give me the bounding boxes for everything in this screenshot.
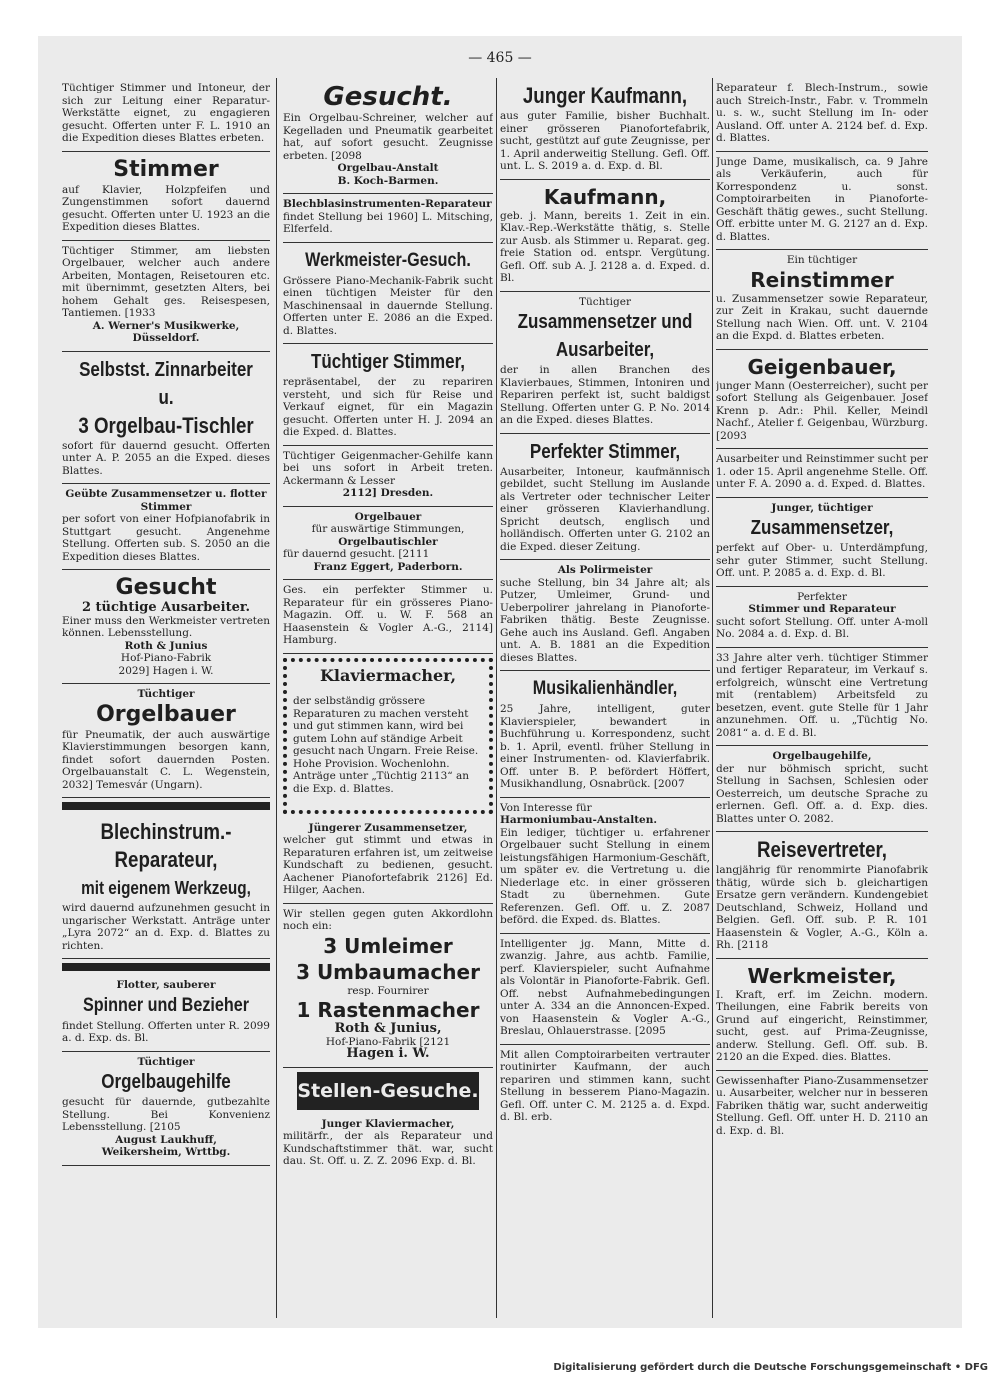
ad-headline: Werkmeister,: [747, 963, 897, 988]
ad-line: 3 Umbaumacher: [296, 959, 480, 984]
ad-headline: Harmoniumbau-Anstalten.: [500, 814, 658, 826]
ad-signature: Hof-Piano-Fabrik: [120, 652, 212, 664]
ad-text: 33 Jahre alter verh. tüchtiger Stimmer und fertiger Reparateur, im Verkauf s. erfolgreich, wünscht eine Vertretung mit (rentablem) Arbeitsfeld zu besetzen, event. gute Stelle für 1 Jahr anzunehmen. Off. u. „Tüchtig No. 2081“ a. d. E d. Bl.: [716, 651, 928, 739]
ad-headline: Gesucht: [115, 575, 217, 600]
ad-signature: Düsseldorf.: [132, 332, 200, 344]
ad-preheadline: Tüchtiger: [579, 295, 631, 308]
ad-text: der selbständig grössere Reparaturen zu machen versteht und gut stimmen kann, wird bei gutem Lohn auf ständige Arbeit gesucht nach Ungarn. Freie Reise. Hohe Provision. Wochenlohn. Anträge unter „Tüchtig 2113“ an die Exp. d. Blattes.: [293, 695, 479, 795]
ad-headline: Blechinstrum.-: [100, 819, 232, 844]
ad-preheadline: Von Interesse für: [500, 801, 592, 814]
ad-headline: mit eigenem Werkzeug,: [81, 878, 251, 898]
ad-text: Tüchtiger Stimmer und Intoneur, der sich zur Leitung einer Reparatur-Werkstätte eignet, zu engagieren gesucht. Offerten unter F. L. 1910 an die Expedition dieses Blattes erbeten.: [62, 82, 270, 144]
ad-text: u. Zusammensetzer sowie Reparateur, zur Zeit in Krakau, sucht dauernde Stellung nach Wien. Off. unt. V. 2104 an die Expd. d. Blattes erbeten.: [716, 292, 928, 342]
ad-text: Tüchtiger Geigenmacher-Gehilfe kann bei uns sofort in Arbeit treten. Ackermann & Lesser: [283, 449, 493, 487]
ad-headline: Jüngerer Zusammensetzer,: [308, 821, 468, 834]
ad-headline: Als Polirmeister: [557, 564, 653, 576]
ad-text: geb. j. Mann, bereits 1. Zeit in ein. Klav.-Rep.-Werkstätte thätig, s. Stelle zur Ausb. als Stimmer u. Reparat. geg. freie Station od. entspr. Vergütung. Gefl. Off. sub A. J. 2128 a. d. Exped. d. Bl.: [500, 209, 710, 284]
ad-gesucht-ausarbeiter: [62, 570, 270, 684]
ad-text: welcher gut stimmt und etwas in Reparaturen erfahren ist, um zeitweise Kundschaft zu bedienen, gesucht. Aachener Pianofortefabrik 2126] Ed. Hilger, Aachen.: [283, 834, 493, 896]
ad-text: Ein lediger, tüchtiger u. erfahrener Orgelbauer sucht Stellung in einem leistungsfähigen Harmonium-Geschäft, um später ev. die Vertretung u. die Niederlage etc. in einer grösseren Stadt zu übernehmen. Gute Referenzen. Gefl. Off. u. Z. 2087 beförd. die Exped. ds. Blattes.: [500, 826, 710, 926]
ad-headline: Orgelbauer: [354, 510, 422, 523]
ad-werner: [62, 241, 270, 352]
ad-text: Gewissenhafter Piano-Zusammensetzer u. Ausarbeiter, welcher nur in besseren Fabriken thätig war, sucht anderweitig Stellung. Gefl. Off. unter H. D. 2110 an d. Exp. d. Bl.: [716, 1074, 928, 1137]
ad-orgelbaugehilfe: [62, 1052, 270, 1166]
ad-text: militärfr., der als Reparateur und Kundschaftstimmer thät. war, sucht dau. St. Off. u. Z. Z. 2096 Exp. d. Bl.: [283, 1130, 493, 1167]
ad-text: Junge Dame, musikalisch, ca. 9 Jahre als Verkäuferin, auch für Korrespondenz u. sonst. Comptoirarbeiten in Pianoforte-Geschäft thätig gewes., sucht Stellung. Off. erbitte unter M. G. 2127 an d. Exp. d. Blattes.: [716, 155, 928, 243]
ad-headline: Zusammensetzer und: [517, 311, 693, 333]
ad-headline: Junger Kaufmann,: [522, 83, 688, 108]
ad-text: sofort für dauernd gesucht. Offerten unter A. P. 2055 an die Exped. dieses Blattes.: [62, 439, 270, 477]
ad-headline: Selbstst. Zinnarbeiter u.: [79, 358, 253, 409]
ad-comptoir-kaufmann: [500, 1045, 710, 1130]
ad-subheadline: für auswärtige Stimmungen,: [311, 523, 465, 535]
ad-headline: Kaufmann,: [543, 184, 667, 209]
ad-text: Ein Orgelbau-Schreiner, welcher auf Kegelladen und Pneumatik gearbeitet hat, auf sofort gesucht. Zeugnisse erbeten. [2098: [283, 112, 493, 162]
ad-signature: 2029] Hagen i. W.: [118, 664, 214, 677]
ad-signature: 2112] Dresden.: [342, 487, 434, 499]
ad-text: auf Klavier, Holzpfeifen und Zungenstimmen sofort dauernd gesucht. Offerten unter U. 1923 an die Expedition dieses Blattes.: [62, 183, 270, 233]
column-rule: [496, 78, 497, 1318]
ad-headline: Orgelbautischler: [338, 535, 438, 548]
ad-musikalienhaendler: [500, 671, 710, 798]
ad-text: findet Stellung. Offerten unter R. 2099 a. d. Exp. ds. Bl.: [62, 1019, 270, 1044]
ad-reinstimmer: [716, 250, 928, 350]
ad-headline: Werkmeister-Gesuch.: [305, 249, 471, 271]
ad-signature: B. Koch-Barmen.: [337, 174, 439, 187]
page-number: — 465 —: [468, 50, 532, 66]
ad-polirmeister: [500, 560, 710, 671]
ad-headline: Blechblasinstrumenten-Reparateur: [283, 198, 492, 210]
column-1: [62, 78, 270, 1318]
ad-33-jahre: [716, 648, 928, 747]
ad-text: findet Stellung bei 1960] L. Mitsching, Elferfeld.: [283, 210, 493, 235]
ad-headline: Reparateur,: [114, 847, 218, 872]
column-2: [283, 78, 493, 1318]
ad-headline: Reisevertreter,: [757, 837, 887, 862]
ad-text: repräsentabel, der zu repariren versteht, und sich für Reise und Verkauf eignet, für ein Magazin gesucht. Offerten unter H. J. 2094 an die Exped. d. Blattes.: [283, 376, 493, 438]
ad-signature: A. Werner's Musikwerke,: [92, 319, 240, 332]
stellen-gesuche-banner: Stellen-Gesuche.: [297, 1072, 479, 1110]
column-3: [500, 78, 710, 1318]
ad-text: suche Stellung, bin 34 Jahre alt; als Putzer, Umleimer, Grund- und Ueberpolirer jahrelang in Pianoforte-Fabriken thätig. Beste Zeugnisse. Gehe auch ins Ausland. Gefl. Angaben unt. A. B. 1881 an die Expedition dieses Blattes.: [500, 576, 710, 664]
ad-text: Mit allen Comptoirarbeiten vertrauter routinirter Kaufmann, der auch repariren und stimmen kann, sucht Stellung in besserem Piano-Magazin. Gefl. Off. unter C. M. 2125 a. d. Expd. d. Bl. erb.: [500, 1048, 710, 1123]
ad-headline: Perfekter Stimmer,: [529, 440, 681, 463]
ad-headline: Ausarbeiter,: [555, 339, 655, 361]
ad-tuechtiger-stimmer: [283, 344, 493, 446]
ad-junge-dame: [716, 152, 928, 251]
ad-orgelbaugehilfe-boehmisch: [716, 746, 928, 832]
ad-headline: Orgelbauer: [96, 701, 236, 727]
ad-text: wird dauernd aufzunehmen gesucht in ungarischer Werkstatt. Anträge unter „Lyra 2072“ an d. Exp. d. Blattes zu richten.: [62, 902, 270, 952]
ad-piano-zusammensetzer: [716, 1071, 928, 1144]
ad-signature: August Laukhuff,: [115, 1133, 217, 1146]
ad-signature: Orgelbau-Anstalt: [337, 162, 439, 174]
ad-preheadline: Tüchtiger: [137, 1055, 195, 1068]
ad-text: Ausarbeiter und Reinstimmer sucht per 1. oder 15. April angenehme Stelle. Off. unter F. A. 2090 a. d. Exped. d. Blattes.: [716, 453, 928, 490]
ad-ausarbeiter-reinstimmer: [716, 449, 928, 498]
ad-blechblas: [283, 194, 493, 243]
ad-text: Intelligenter jg. Mann, Mitte d. zwanzig. Jahre, aus achtb. Familie, perf. Klavierspieler, sucht Aufnahme als Volontär in Pianoforte-Fabrik. Gefl. Off. nebst Aufnahmebedingungen unter A. 334 an die Annoncen-Exped. von Haasenstein & Vogler A.-G., Breslau, Ohlauerstrasse. [2095: [500, 937, 710, 1037]
ad-klaviermacher-box: [283, 658, 493, 814]
ad-juengerer: [283, 818, 493, 904]
ad-reisevertreter: [716, 832, 928, 959]
ad-text: perfekt auf Ober- u. Unterdämpfung, sehr guter Stimmer, sucht Stellung. Off. unt. P. 2085 a. d. Exp. d. Bl.: [716, 542, 928, 579]
ad-junger-klaviermacher: [283, 1114, 493, 1174]
ad-signature: Roth & Junius: [124, 639, 208, 652]
ad-headline: Geigenbauer,: [747, 354, 897, 379]
ad-preheadline: Ein tüchtiger: [786, 254, 858, 266]
ad-volontaer: [500, 934, 710, 1045]
ad-headline: Klaviermacher,: [319, 665, 457, 685]
ad-preheadline: Perfekter: [797, 590, 847, 603]
ad-headline: Zusammensetzer,: [750, 517, 894, 539]
ad-preheadline: Flotter, sauberer: [116, 979, 216, 991]
ad-zinnarbeiter: [62, 352, 270, 485]
ad-headline: Reinstimmer: [750, 267, 894, 292]
ad-perfekter-stimmer: [500, 434, 710, 561]
ad-gesucht-schreiner: [283, 78, 493, 194]
ad-stimmer-reparateur: [716, 587, 928, 648]
ad-roth-junius: [283, 904, 493, 1068]
ad-text: Tüchtiger Stimmer, am liebsten Orgelbauer, welcher auch andere Arbeiten, Montagen, Reisetouren etc. mit übernimmt, gesetzten Alters, bei hohem Gehalt ges. Reisespesen, Tantiemen. [1933: [62, 244, 270, 319]
ad-line: 3 Umleimer: [323, 933, 453, 958]
ad-harmonium: [500, 798, 710, 934]
ad-junger-zusammensetzer: [716, 498, 928, 587]
ad-line: 1 Rastenmacher: [296, 998, 480, 1022]
ad-text: 25 Jahre, intelligent, guter Klavierspieler, bewandert in Buchführung u. Korrespondenz, sucht b. 1. April, eventl. früher Stellung in einer Instrumenten- od. Klavierfabrik. Off. unter B. P. befördert Höffert, Musikhandlung, Osnabrück. [2007: [500, 703, 710, 790]
ad-junger-kaufmann: [500, 78, 710, 180]
ad-signature: Weikersheim, Wrttbg.: [101, 1146, 231, 1158]
ad-signature: Roth & Junius,: [334, 1021, 442, 1036]
ad-headline: Tüchtiger Stimmer,: [311, 351, 465, 373]
ad-headline: Stimmer und Reparateur: [748, 603, 896, 615]
ad-headline: 3 Orgelbau-Tischler: [78, 412, 254, 438]
ad-text: per sofort von einer Hofpianofabrik in Stuttgart gesucht. Angenehme Stellung. Offerten sub. S. 2050 an die Expedition dieses Blattes.: [62, 513, 270, 563]
ad-zusammensetzer: [62, 484, 270, 570]
ad-line: resp. Fournirer: [347, 984, 429, 997]
ad-text: langjährig für renommirte Pianofabrik thätig, würde sich b. gleichartigen Ersatze gern verändern. Kundengebiet Deutschland, Schweiz, Holland und Belgien. Gefl. Off. sub. P. R. 101 Haasenstein & Vogler, A.-G., Köln a. Rh. [2118: [716, 864, 928, 951]
ad-hamburg: [283, 580, 493, 654]
ad-headline: Geübte Zusammensetzer u. flotter Stimmer: [65, 488, 267, 513]
ad-text: gesucht für dauernde, gutbezahlte Stellung. Bei Konvenienz Lebensstellung. [2105: [62, 1096, 270, 1133]
ad-kaufmann: [500, 180, 710, 292]
ad-signature: Hagen i. W.: [346, 1046, 430, 1061]
ad-text: Ausarbeiter, Intoneur, kaufmännisch gebildet, sucht Stellung im Auslande als Vertreter oder technischer Leiter einer grösseren Klavierhandlung. Spricht deutsch, englisch und holländisch. Offerten unter G. 2102 an die Exped. dieser Zeitung.: [500, 465, 710, 553]
ad-werkmeister: [716, 959, 928, 1071]
ad-werkmeister-gesuch: [283, 243, 493, 345]
column-rule: [712, 78, 713, 1318]
ad-text: Einer muss den Werkmeister vertreten können. Lebensstellung.: [62, 614, 270, 639]
ad-text: sucht sofort Stellung. Off. unter A-moll No. 2084 a. d. Exp. d. Bl.: [716, 615, 928, 640]
ad-text: der nur böhmisch spricht, sucht Stellung in Sachsen, Schlesien oder Oesterreich, um deutsche Sprache zu erlernen. Gefl. Off. a. d. Exp. dies. Blattes unter O. 2082.: [716, 762, 928, 825]
black-rule: [62, 802, 270, 810]
ad-headline: Orgelbaugehilfe,: [772, 750, 872, 762]
ad-text: Wir stellen gegen guten Akkordlohn noch ein:: [283, 907, 493, 932]
ad-text: für dauernd gesucht. [2111: [283, 548, 430, 560]
ad-headline: Spinner und Bezieher: [82, 994, 250, 1016]
ad-headline: Musikalienhändler,: [532, 678, 678, 699]
ad-geigenmacher: [283, 446, 493, 507]
ad-text: Ges. ein perfekter Stimmer u. Reparateur für ein grösseres Piano-Magazin. Off. u. W. F. 568 an Haasenstein & Vogler A.-G., 2114] Hamburg.: [283, 584, 493, 646]
ad-preheadline: Tüchtiger: [137, 688, 195, 700]
column-4: [716, 78, 928, 1318]
ad-reparateur-blech: [716, 78, 928, 152]
ad-headline: Stimmer: [113, 156, 219, 182]
ad-text: Grössere Piano-Mechanik-Fabrik sucht einen tüchtigen Meister für den Maschinensaal in dauernde Stellung. Offerten unter E. 2086 an die Exped. d. Blattes.: [283, 274, 493, 337]
ad-headline: Orgelbaugehilfe: [101, 1071, 231, 1093]
ad-text: I. Kraft, erf. im Zeichn. modern. Theilungen, eine Fabrik bereits von Grund auf eingericht, Reinstimmer, sucht, gest. auf Prima-Zeugnisse, anderw. Stellung. Gefl. Off. sub. B. 2120 an die Exped. dies. Blattes.: [716, 988, 928, 1063]
ad-headline: Gesucht.: [323, 82, 453, 112]
ad-stimmer: [62, 152, 270, 241]
column-rule: [276, 78, 277, 1318]
black-rule: [62, 963, 270, 971]
ad-text: aus guter Familie, bisher Buchhalt. einer grösseren Pianofortefabrik, sucht, gestützt auf gute Zeugnisse, per 1. April anderweitig Stellung. Gefl. Off. unt. L. S. 2019 a. d. Exp. d. Bl.: [500, 110, 710, 172]
ad-orgelbauer-eggert: [283, 507, 493, 581]
ad-signature: Franz Eggert, Paderborn.: [313, 560, 463, 573]
ad-text: junger Mann (Oesterreicher), sucht per sofort Stellung als Geigenbauer. Josef Krenn p. Adr.: Phil. Keller, Meindl Nachf., Atelier f. Geigenbau, Würzburg. [2093: [716, 379, 928, 442]
ad-zusammensetzer-ausarbeiter: [500, 292, 710, 434]
ad-preheadline: Junger, tüchtiger: [771, 501, 873, 514]
ad-text: der in allen Branchen des Klavierbaues, Stimmen, Intoniren und Repariren perfekt ist, sucht baldigst Stellung. Offerten unter G. P. No. 2014 an die Exped. dieses Blattes.: [500, 364, 710, 426]
ad-geigenbauer: [716, 350, 928, 450]
ad-headline: Junger Klaviermacher,: [321, 1117, 455, 1130]
newspaper-page: [38, 36, 962, 1328]
ad-spinner: [62, 975, 270, 1052]
ad-blechinstrument: [62, 814, 270, 959]
ad-text: für Pneumatik, der auch auswärtige Klavierstimmungen besorgen kann, findet sofort dauernden Posten. Orgelbauanstalt C. L. Wegenstein, 2032] Temesvár (Ungarn).: [62, 728, 270, 791]
ad-subheadline: 2 tüchtige Ausarbeiter.: [81, 600, 251, 615]
ad-stimmer-intoneur: [62, 78, 270, 152]
dfg-footer: Digitalisierung gefördert durch die Deutsche Forschungsgemeinschaft • DFG: [553, 1362, 988, 1373]
ad-text: Reparateur f. Blech-Instrum., sowie auch Streich-Instr., Fabr. v. Trommeln u. s. w., sucht Stellung im In- oder Ausland. Off. unter A. 2124 bef. d. Exp. d. Blattes.: [716, 82, 928, 144]
ad-signature: Hof-Piano-Fabrik [2121: [325, 1035, 451, 1048]
ad-orgelbauer: [62, 684, 270, 798]
